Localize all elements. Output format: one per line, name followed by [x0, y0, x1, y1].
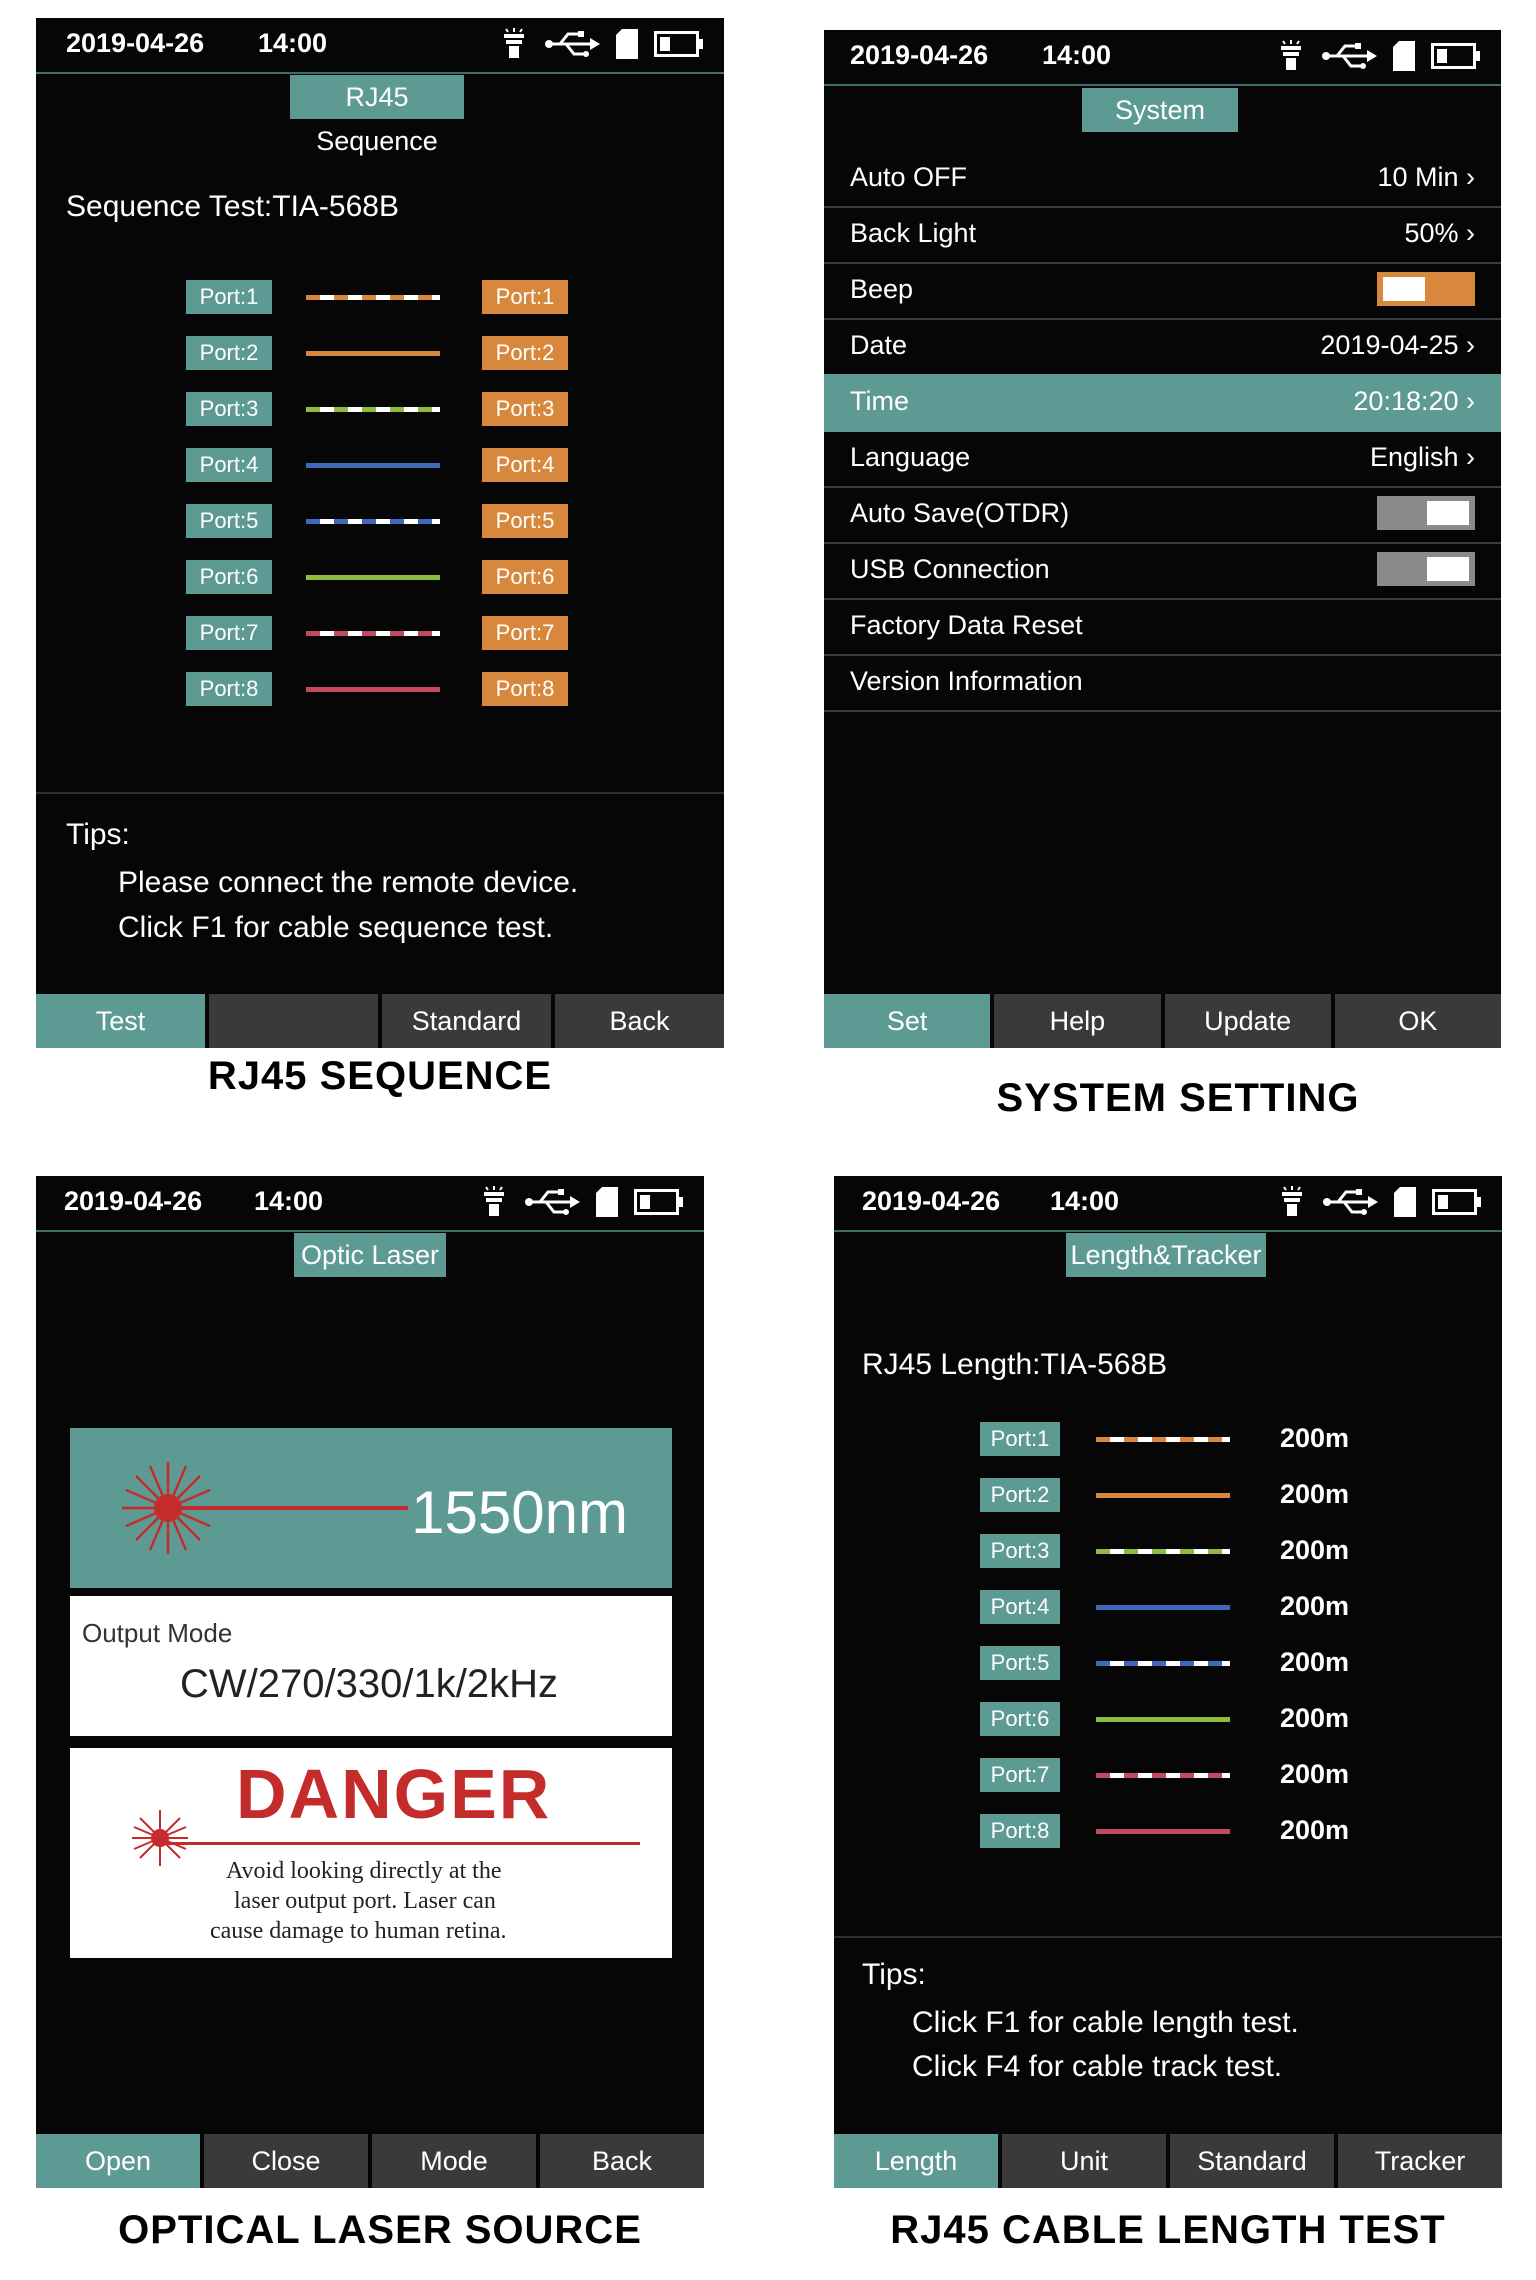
setting-value: English › — [1369, 442, 1475, 472]
length-tracker-screen — [834, 1176, 1502, 2188]
length-wire-6 — [1096, 1717, 1230, 1722]
setting-row-version-info[interactable] — [824, 654, 1501, 712]
battery-icon — [1431, 43, 1481, 69]
status-icons — [480, 1184, 684, 1220]
screen-title: Length&Tracker — [1066, 1233, 1266, 1277]
f2-unit-button[interactable]: Unit — [1002, 2134, 1166, 2188]
wavelength-panel — [70, 1428, 672, 1588]
setting-label: Beep — [850, 274, 914, 304]
setting-value: 10 Min › — [1377, 162, 1475, 192]
system-setting-screen — [824, 30, 1501, 1048]
battery-icon — [634, 1189, 684, 1215]
setting-label: Back Light — [850, 218, 977, 248]
status-time: 14:00 — [1050, 1186, 1120, 1216]
tips-label: Tips: — [66, 818, 130, 851]
status-date: 2019-04-26 — [64, 1186, 203, 1216]
function-key-bar — [36, 994, 724, 1048]
setting-label: Auto Save(OTDR) — [850, 498, 1070, 528]
length-value-3: 200m — [1280, 1535, 1350, 1565]
sd-card-icon — [1393, 41, 1415, 71]
caption-system-setting: SYSTEM SETTING — [996, 1076, 1360, 1120]
test-standard-heading: RJ45 Length:TIA-568B — [862, 1348, 1168, 1381]
port-right-5: Port:5 — [482, 504, 568, 538]
test-standard-heading: Sequence Test:TIA-568B — [66, 190, 399, 223]
length-wire-4 — [1096, 1605, 1230, 1610]
f1-open-button[interactable]: Open — [36, 2134, 200, 2188]
wire-6 — [306, 575, 440, 580]
length-value-5: 200m — [1280, 1647, 1350, 1677]
length-wire-2 — [1096, 1493, 1230, 1498]
length-port-4: Port:4 — [980, 1590, 1060, 1624]
auto-save-toggle[interactable] — [1377, 496, 1475, 530]
setting-label: Factory Data Reset — [850, 610, 1083, 640]
usb-icon — [544, 30, 600, 58]
status-bar — [834, 1176, 1502, 1232]
flashlight-icon — [1278, 1186, 1306, 1218]
f4-tracker-button[interactable]: Tracker — [1338, 2134, 1502, 2188]
port-right-6: Port:6 — [482, 560, 568, 594]
port-right-3: Port:3 — [482, 392, 568, 426]
usb-connection-toggle[interactable] — [1377, 552, 1475, 586]
function-key-bar — [834, 2134, 1502, 2188]
tip-line: Please connect the remote device. — [118, 866, 579, 899]
f1-length-button[interactable]: Length — [834, 2134, 998, 2188]
length-wire-3 — [1096, 1549, 1230, 1554]
usb-icon — [1322, 1188, 1378, 1216]
length-value-7: 200m — [1280, 1759, 1350, 1789]
tip-line: Click F1 for cable sequence test. — [118, 911, 554, 944]
port-left-7: Port:7 — [186, 616, 272, 650]
danger-panel — [70, 1748, 672, 1958]
danger-text-line: cause damage to human retina. — [210, 1918, 507, 1944]
setting-row-time[interactable] — [824, 374, 1501, 432]
length-value-6: 200m — [1280, 1703, 1350, 1733]
wire-1 — [306, 295, 440, 300]
length-port-7: Port:7 — [980, 1758, 1060, 1792]
length-port-5: Port:5 — [980, 1646, 1060, 1680]
wavelength-value: 1550nm — [411, 1479, 628, 1546]
port-right-1: Port:1 — [482, 280, 568, 314]
wire-7 — [306, 631, 440, 636]
flashlight-icon — [1277, 40, 1305, 72]
port-right-8: Port:8 — [482, 672, 568, 706]
port-left-5: Port:5 — [186, 504, 272, 538]
danger-text-line: Avoid looking directly at the — [226, 1858, 502, 1884]
length-value-2: 200m — [1280, 1479, 1350, 1509]
wire-8 — [306, 687, 440, 692]
tips-divider — [36, 792, 724, 794]
port-left-8: Port:8 — [186, 672, 272, 706]
port-left-3: Port:3 — [186, 392, 272, 426]
caption-rj45-sequence: RJ45 SEQUENCE — [207, 1054, 553, 1098]
toggle-knob — [1427, 557, 1469, 581]
port-left-2: Port:2 — [186, 336, 272, 370]
setting-row-language[interactable] — [824, 430, 1501, 488]
wire-2 — [306, 351, 440, 356]
battery-icon — [1432, 1189, 1482, 1215]
port-left-4: Port:4 — [186, 448, 272, 482]
rj45-sequence-screen — [36, 18, 724, 1048]
setting-row-date[interactable] — [824, 318, 1501, 376]
setting-row-usb-connection[interactable] — [824, 542, 1501, 600]
f3-standard-button[interactable]: Standard — [1170, 2134, 1334, 2188]
wire-4 — [306, 463, 440, 468]
flashlight-icon — [480, 1186, 508, 1218]
port-right-4: Port:4 — [482, 448, 568, 482]
sd-card-icon — [596, 1187, 618, 1217]
length-port-3: Port:3 — [980, 1534, 1060, 1568]
port-left-1: Port:1 — [186, 280, 272, 314]
status-date: 2019-04-26 — [862, 1186, 1001, 1216]
status-bar — [36, 18, 724, 74]
tips-divider — [834, 1936, 1502, 1938]
danger-text-line: laser output port. Laser can — [234, 1888, 496, 1914]
sd-card-icon — [616, 29, 638, 59]
output-mode-panel — [70, 1596, 672, 1736]
toggle-knob — [1383, 277, 1425, 301]
output-mode-label: Output Mode — [82, 1618, 233, 1648]
status-time: 14:00 — [254, 1186, 324, 1216]
danger-underline — [160, 1842, 640, 1845]
setting-row-factory-reset[interactable] — [824, 598, 1501, 656]
optic-laser-screen — [36, 1176, 704, 2188]
length-value-1: 200m — [1280, 1423, 1350, 1453]
length-wire-5 — [1096, 1661, 1230, 1666]
battery-icon — [654, 31, 704, 57]
f1-test-button[interactable]: Test — [36, 994, 205, 1048]
usb-icon — [524, 1188, 580, 1216]
f2-help-button[interactable]: Help — [994, 994, 1160, 1048]
status-icons — [1277, 38, 1481, 74]
setting-value: 20:18:20 › — [1353, 386, 1475, 416]
port-left-6: Port:6 — [186, 560, 272, 594]
function-key-bar — [36, 2134, 704, 2188]
f1-set-button[interactable]: Set — [824, 994, 990, 1048]
usb-icon — [1321, 42, 1377, 70]
screen-title: Optic Laser — [294, 1233, 446, 1277]
status-date: 2019-04-26 — [850, 40, 989, 70]
caption-rj45-cable-length-test: RJ45 CABLE LENGTH TEST — [890, 2208, 1446, 2252]
toggle-knob — [1427, 501, 1469, 525]
status-bar — [36, 1176, 704, 1232]
port-right-2: Port:2 — [482, 336, 568, 370]
f3-update-button[interactable]: Update — [1165, 994, 1331, 1048]
f2-close-button[interactable]: Close — [204, 2134, 368, 2188]
length-value-4: 200m — [1280, 1591, 1350, 1621]
setting-row-beep[interactable] — [824, 262, 1501, 320]
status-bar — [824, 30, 1501, 86]
f4-back-button[interactable]: Back — [555, 994, 724, 1048]
length-port-1: Port:1 — [980, 1422, 1060, 1456]
status-time: 14:00 — [258, 28, 328, 58]
setting-value: 2019-04-25 › — [1320, 330, 1475, 360]
output-mode-value: CW/270/330/1k/2kHz — [180, 1662, 558, 1706]
laser-burst-icon — [120, 1448, 410, 1568]
length-wire-8 — [1096, 1829, 1230, 1834]
length-port-6: Port:6 — [980, 1702, 1060, 1736]
setting-value: 50% › — [1404, 218, 1475, 248]
length-value-8: 200m — [1280, 1815, 1350, 1845]
setting-row-auto-off[interactable] — [824, 150, 1501, 208]
length-port-2: Port:2 — [980, 1478, 1060, 1512]
f3-mode-button[interactable]: Mode — [372, 2134, 536, 2188]
function-key-bar — [824, 994, 1501, 1048]
caption-optical-laser-source: OPTICAL LASER SOURCE — [118, 2208, 642, 2252]
status-time: 14:00 — [1042, 40, 1112, 70]
setting-row-auto-save[interactable] — [824, 486, 1501, 544]
setting-row-back-light[interactable] — [824, 206, 1501, 264]
status-icons — [500, 26, 704, 62]
tip-line: Click F4 for cable track test. — [912, 2050, 1283, 2083]
f2-empty-button[interactable] — [209, 994, 378, 1048]
beep-toggle[interactable] — [1377, 272, 1475, 306]
danger-title: DANGER — [236, 1755, 552, 1833]
setting-label: Language — [850, 442, 971, 472]
setting-label: Time — [850, 386, 909, 416]
status-date: 2019-04-26 — [66, 28, 205, 58]
f4-ok-button[interactable]: OK — [1335, 994, 1501, 1048]
port-right-7: Port:7 — [482, 616, 568, 650]
laser-warning-icon — [130, 1808, 190, 1868]
tip-line: Click F1 for cable length test. — [912, 2006, 1299, 2039]
screen-title: System — [1082, 88, 1238, 132]
f4-back-button[interactable]: Back — [540, 2134, 704, 2188]
setting-label: Date — [850, 330, 908, 360]
wire-3 — [306, 407, 440, 412]
length-port-8: Port:8 — [980, 1814, 1060, 1848]
sd-card-icon — [1394, 1187, 1416, 1217]
f3-standard-button[interactable]: Standard — [382, 994, 551, 1048]
setting-label: USB Connection — [850, 554, 1050, 584]
screen-title: RJ45 Sequence — [290, 75, 464, 119]
status-icons — [1278, 1184, 1482, 1220]
tips-label: Tips: — [862, 1958, 926, 1991]
setting-label: Auto OFF — [850, 162, 968, 192]
setting-label: Version Information — [850, 666, 1083, 696]
length-wire-7 — [1096, 1773, 1230, 1778]
wire-5 — [306, 519, 440, 524]
length-wire-1 — [1096, 1437, 1230, 1442]
flashlight-icon — [500, 28, 528, 60]
